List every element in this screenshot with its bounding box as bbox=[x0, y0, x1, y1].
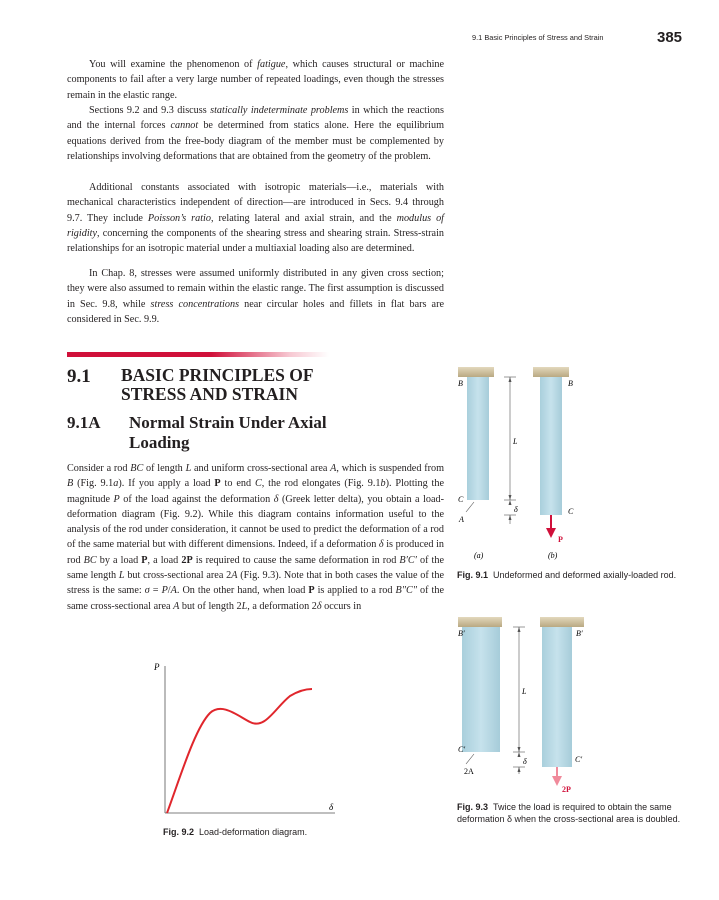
label-b-left: B bbox=[458, 379, 463, 388]
figure-9-3-caption bbox=[457, 801, 687, 825]
figure-9-3-rods bbox=[448, 612, 608, 800]
intro-paragraph-3: Additional constants associated with isotropic materials—i.e., materials with mechanical characteristics independent of direction—are introduced in Secs. 9.4 through 9.7. They include Poisson’s ratio, relating lateral and axial strain, and the modulus of rigidity, concerning the components of the shearing stress and shearing strain. Stress-strain relationships for an isotropic material under a multiaxial loading also are determined. bbox=[67, 182, 445, 255]
label-c-prime-right: C′ bbox=[575, 755, 583, 764]
load-deformation-curve bbox=[167, 689, 312, 813]
figure-9-2-load-deformation-plot bbox=[150, 658, 350, 823]
page-number: 385 bbox=[657, 29, 683, 46]
intro-paragraph-2: Sections 9.2 and 9.3 discuss statically indeterminate problems in which the reactions and the internal forces cannot be determined from statics alone. Here the equilibrium equations derived from the free-body diagram of the member must be complemented by relationships involving deformations that are obtained from the geometry of the problem. bbox=[67, 105, 444, 162]
body-paragraph: Consider a rod BC of length L and uniform cross-sectional area A, which is suspended from B (Fig. 9.1a). If you apply a load P to end C, the rod elongates (Fig. 9.1b). Plotting the magnitude P of the load against the deformation δ (Greek letter delta), you obtain a load-deformation diagram (Fig. 9.2). While this diagram contains information useful to the analysis of the rod under consideration, it cannot be used to predict the deformation of a rod of the same material but with different dimensions. Indeed, if a deformation δ is produced in rod BC by a load P, a load 2P is required to cause the same deformation in rod B′C′ of the same length L but cross-sectional area 2A (Fig. 9.3). Note that in both cases the value of the stress is the same: σ = P/A. On the other hand, when load P is applied to a rod B″C″ of the same cross-sectional area A but of length 2L, a deformation 2δ occurs in bbox=[67, 463, 445, 612]
label-a-area: A bbox=[459, 515, 464, 524]
running-head: 9.1 Basic Principles of Stress and Strain bbox=[472, 33, 604, 42]
load-arrow-2p bbox=[552, 776, 562, 786]
support-left-2a bbox=[458, 617, 502, 627]
rod-left-undeformed bbox=[467, 377, 489, 500]
label-subfig-a: (a) bbox=[474, 551, 484, 560]
label-subfig-b: (b) bbox=[548, 551, 558, 560]
intro-paragraph-4: In Chap. 8, stresses were assumed uniformly distributed in any given cross section; they were also assumed to remain within the elastic range. The first assumption is discussed in Sec. 9.8, while stress concentrations near circular holes and fillets in flat bars are considered in Sec. 9.9. bbox=[67, 268, 444, 325]
label-2p: 2P bbox=[562, 785, 571, 794]
figure-9-1-caption bbox=[457, 569, 687, 581]
label-l-2: L bbox=[522, 687, 527, 696]
label-p: P bbox=[558, 535, 563, 544]
load-arrow-p bbox=[546, 528, 556, 538]
fig92-caption-text: Load-deformation diagram. bbox=[199, 827, 308, 837]
rod-right-deformed bbox=[540, 377, 562, 515]
figure-9-2-caption bbox=[163, 826, 383, 838]
section-number: 9.1 bbox=[67, 366, 91, 387]
fig91-caption-text: Undeformed and deformed axially-loaded rod. bbox=[493, 570, 677, 580]
fig93-caption-label: Fig. 9.3 bbox=[457, 802, 489, 812]
label-b-prime-left: B′ bbox=[458, 629, 465, 638]
support-left bbox=[458, 367, 494, 377]
support-right bbox=[533, 367, 569, 377]
rod-right-2a-deformed bbox=[542, 627, 572, 767]
label-c-left: C bbox=[458, 495, 464, 504]
axis-label-p: P bbox=[154, 662, 160, 672]
label-2a-area: 2A bbox=[464, 767, 474, 776]
rod-left-2a-undeformed bbox=[462, 627, 500, 752]
intro-paragraph-1: You will examine the phenomenon of fatigue, which causes structural or machine components to fail after a very large number of repeated loadings, even though the stresses remain in the elastic range. bbox=[67, 59, 445, 101]
subsection-number: 9.1A bbox=[67, 413, 101, 432]
label-b-prime-right: B′ bbox=[576, 629, 583, 638]
label-c-right: C bbox=[568, 507, 574, 516]
fig93-caption-text: Twice the load is required to obtain the same deformation δ when the cross-sectional area is doubled. bbox=[457, 802, 681, 824]
label-l: L bbox=[513, 437, 518, 446]
label-delta-2: δ bbox=[523, 757, 527, 766]
subsection-title: Normal Strain Under Axial Loading bbox=[129, 413, 327, 452]
figure-9-1-rods bbox=[448, 362, 608, 562]
label-c-prime-left: C′ bbox=[458, 745, 466, 754]
support-right-2a bbox=[540, 617, 584, 627]
section-accent-bar bbox=[67, 352, 329, 357]
fig92-caption-label: Fig. 9.2 bbox=[163, 827, 195, 837]
label-b-right: B bbox=[568, 379, 573, 388]
label-delta: δ bbox=[514, 505, 518, 514]
axis-label-delta: δ bbox=[329, 802, 334, 812]
fig91-caption-label: Fig. 9.1 bbox=[457, 570, 489, 580]
section-title: BASIC PRINCIPLES OF STRESS AND STRAIN bbox=[121, 365, 313, 404]
